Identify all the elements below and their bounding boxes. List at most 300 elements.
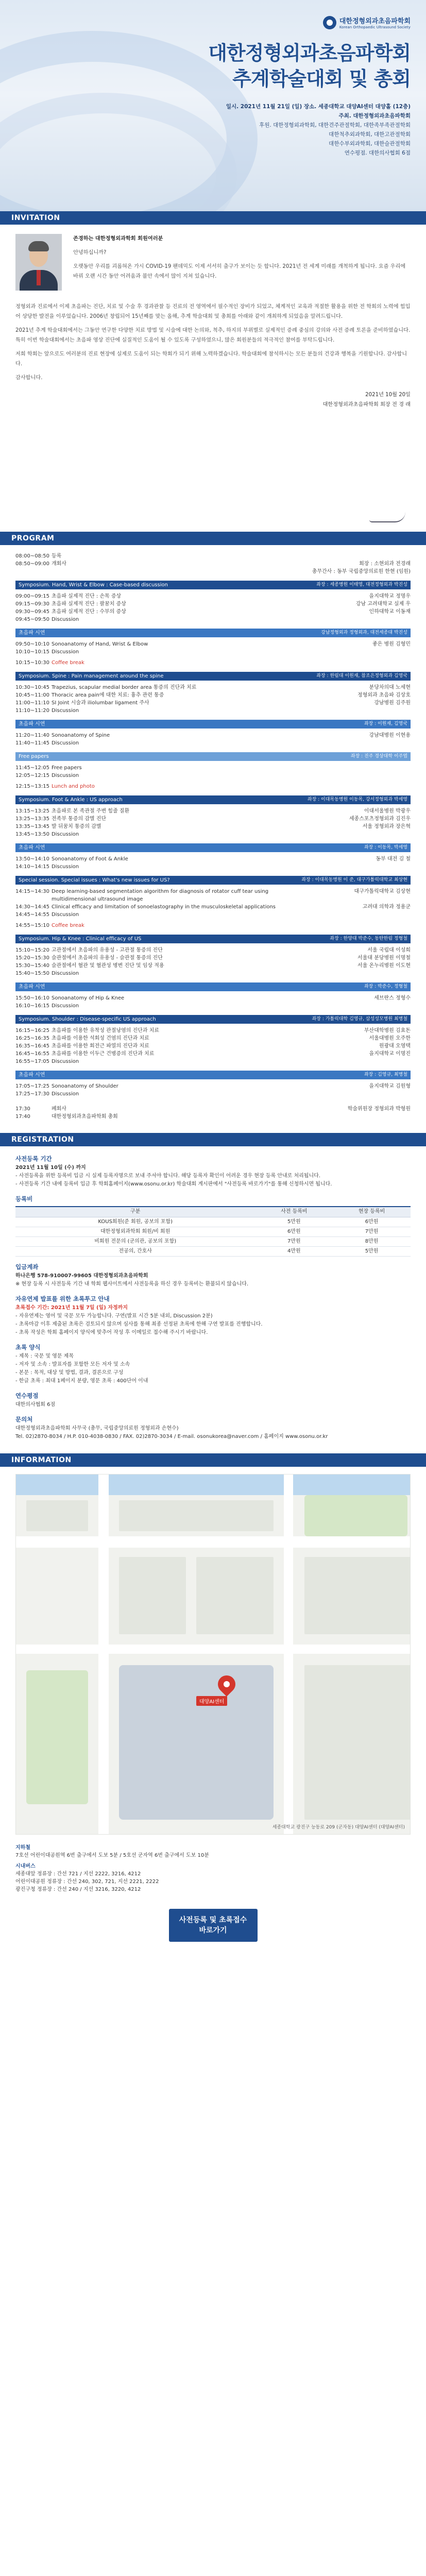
program-time: 14:45~14:55 xyxy=(15,912,50,918)
cta-line: 바로가기 xyxy=(199,1926,227,1935)
session-chair: 좌장 : 박준수, 정형철 xyxy=(364,984,407,989)
program-speaker: 서울 정형외과 장은혁 xyxy=(362,824,411,829)
program-topic: 전족부 통증의 감별 진단 xyxy=(52,816,107,822)
program-speaker: 대구가톨릭대학교 김상현 xyxy=(354,889,411,894)
program-time: 09:45~09:50 xyxy=(15,617,50,622)
program-topic: SI Joint 시술과 iliolumbar ligament 주사 xyxy=(52,700,149,706)
program-topic: Discussion xyxy=(52,971,79,976)
map-water xyxy=(16,1475,411,1495)
program-topic: 발 뒤꿈치 통증의 감별 xyxy=(52,824,101,829)
program-speaker xyxy=(292,648,411,656)
session-chair: 강남정형외과 정형외과, 대전세종대 박진성 xyxy=(321,630,407,635)
session-title: 초음파 시연 xyxy=(19,984,45,990)
program-time: 14:10~14:15 xyxy=(15,864,50,870)
bank-account: 하나은행 578-910007-99605 대한정형외과초음파학회 xyxy=(15,1273,148,1279)
program-topic: 폐회사 xyxy=(52,1106,66,1112)
program-row xyxy=(15,608,411,616)
contact-details: Tel. 02)2870-8034 / H.P. 010-4038-0830 / FAX. 02)2870-3034 / E-mail. osonukorea@naver.com / 홈페이지 www.osonu.or.kr xyxy=(15,1433,328,1439)
program-topic: 초음파를 이용한 유착성 관절낭염의 진단과 치료 xyxy=(52,1028,160,1033)
session-title: Symposium. Shoulder : Disease-specific US approach xyxy=(19,1016,156,1022)
program-time: 11:45~12:05 xyxy=(15,765,50,771)
map-park xyxy=(304,1495,407,1536)
abstract-note: - 자유연제는 영어 및 국문 모두 가능합니다. 구연(발표 시간 5분 내외, Discussion 2분) xyxy=(15,1313,213,1319)
program-speaker: 을지대학교 이명진 xyxy=(369,1051,411,1057)
subway-heading: 지하철 xyxy=(15,1844,30,1851)
break-label: Coffee break xyxy=(52,923,84,928)
program-speaker: 강남대병원 이현용 xyxy=(369,733,411,738)
program-closing xyxy=(15,1105,411,1121)
program-topic: 초음파를 이용한 이두근 건병증의 진단과 치료 xyxy=(52,1051,155,1057)
program-speaker: 총무간사 : 동부 국립중앙의료원 한현 (임원) xyxy=(312,569,411,574)
program-row xyxy=(15,640,411,648)
abstract-format-heading: 초록 양식 xyxy=(15,1343,41,1351)
abstract-note: - 초록 작성은 학회 홈페이지 양식에 맞추어 작성 후 이메일로 접수해 주시기 바랍니다. xyxy=(15,1329,208,1335)
program-topic: Deep learning-based segmentation algorithm for diagnosis of rotator cuff tear using multidimensional ultrasound image xyxy=(52,889,269,902)
program-speaker xyxy=(292,1113,411,1121)
program-speaker xyxy=(292,764,411,772)
account-heading: 입금계좌 xyxy=(15,1263,39,1270)
program-time: 14:30~14:45 xyxy=(15,904,50,910)
program-time: 15:40~15:50 xyxy=(15,971,50,976)
program-topic: 등록 xyxy=(52,553,62,559)
program-speaker: 인하대학교 이동재 xyxy=(369,609,411,615)
program-topic: 초음파 실제적 진단 : 손목 증상 xyxy=(52,594,122,599)
program-topic: Discussion xyxy=(52,773,79,778)
fee-cell: KOUS회원(준 회원, 공보의 포함) xyxy=(15,1217,255,1227)
program-speaker xyxy=(292,831,411,838)
session-title: 초음파 시연 xyxy=(19,845,45,851)
session-title: Symposium. Hand, Wrist & Elbow : Case-based discussion xyxy=(19,582,168,588)
session-chair: 좌장 : 김영규, 최병철 xyxy=(364,1072,407,1077)
program-time: 10:45~11:00 xyxy=(15,692,50,698)
session-chair: 좌장 : 이동목, 박세영 xyxy=(364,845,407,850)
program-time: 08:00~08:50 xyxy=(15,553,50,559)
abstract-format-item: - 제목 : 국문 및 영문 제목 xyxy=(15,1353,74,1359)
program-speaker: 을지대학교 정명우 xyxy=(369,594,411,599)
program-row xyxy=(15,855,411,863)
program-row xyxy=(15,1035,411,1042)
bus-route: 세종대앞 정류장 : 간선 721 / 지선 2222, 3216, 4212 xyxy=(15,1871,141,1877)
invitation-paragraph: 정형외과 진료에서 이제 초음파는 진단, 치료 및 수술 후 경과관찰 등 진료의 전 영역에서 필수적인 장비가 되었고, 체계적인 교육과 적절한 활용을 위한 전 학회의 노력에 힘입어 상당한 발전을 이루었습니다. 2006년 창립되어 15년째를 맞는 올해, 추계 학술대회 및 총회를 아래와 같이 개최하게 되었음을 알려드립니다. xyxy=(15,304,411,319)
fee-cell: 8만원 xyxy=(333,1236,411,1246)
bus-route: 광진구청 정류장 : 간선 240 / 지선 3216, 3220, 4212 xyxy=(15,1886,141,1892)
program-section xyxy=(0,545,426,1126)
map-road xyxy=(98,1475,109,1835)
program-opening xyxy=(15,552,411,575)
program-time: 09:50~10:10 xyxy=(15,641,50,647)
program-speaker xyxy=(292,616,411,623)
program-topic: Sonoanatomy of Shoulder xyxy=(52,1083,118,1089)
map-park xyxy=(26,1670,88,1804)
session-chair: 좌장 : 세종병원 이태영, 대전정형외과 박진성 xyxy=(316,582,407,587)
fee-column-header: 사전 등록비 xyxy=(255,1207,333,1217)
session-chair: 좌장 : 가톨릭대학 김영규, 삼성성모병원 최병철 xyxy=(312,1016,407,1022)
program-topic: Discussion xyxy=(52,832,79,837)
campus-map[interactable] xyxy=(15,1474,411,1835)
program-time: 16:45~16:55 xyxy=(15,1051,50,1057)
program-row xyxy=(15,684,411,691)
program-speaker: 고려대 의학과 정용군 xyxy=(362,904,411,910)
break-time: 10:15~10:30 xyxy=(15,660,50,666)
program-row xyxy=(15,1113,411,1121)
program-topic: Discussion xyxy=(52,864,79,870)
program-topic: Discussion xyxy=(52,912,79,918)
program-topic: Sonoanatomy of Spine xyxy=(52,733,110,738)
program-row xyxy=(15,970,411,977)
session-title: 초음파 시연 xyxy=(19,1072,45,1078)
program-time: 16:25~16:35 xyxy=(15,1036,50,1041)
program-speaker: 서울 국립대 이성희 xyxy=(367,947,411,953)
section-header-registration: REGISTRATION xyxy=(0,1133,426,1146)
program-topic: Sonoanatomy of Hand, Wrist & Elbow xyxy=(52,641,148,647)
fee-cell: 5만원 xyxy=(333,1246,411,1256)
program-speaker xyxy=(292,772,411,779)
program-time: 17:40 xyxy=(15,1114,30,1120)
session-chair: 좌장 : 이원재, 김영국 xyxy=(364,721,407,726)
fee-row xyxy=(15,1227,411,1236)
break-row xyxy=(15,922,411,929)
event-title-line1: 대한정형외과초음파학회 xyxy=(208,42,411,64)
invitation-paragraph: 오랫동안 우리를 괴롭혀온 가시 COVID-19 팬데믹도 이제 서서히 출구가 보이는 듯 합니다. 2021년 전 세계 미래를 개척하게 됩니다. 요즘 우리에 바꿔 오랜 시간 동안 어려움과 불안 속에서 많이 지쳐 있습니다. xyxy=(73,264,406,279)
invitation-signature-block xyxy=(15,390,411,410)
program-topic: 대한정형외과초음파학회 총회 xyxy=(52,1114,118,1120)
program-row xyxy=(15,1082,411,1090)
invitation-paragraph: 2021년 추계 학술대회에서는 그동안 연구한 다양한 치료 방법 및 시술에 대한 논의와, 척추, 하지의 부위별로 실제적인 증례 중심의 강의와 사전 증례 토론을 준비하였습니다. 특히 이번 학술대회에서는 초음파 영상 진단에 실질적인 도움이 될 수 있도록 구성하였으니, 많은 회원분들의 적극적인 참여를 부탁드립니다. xyxy=(15,328,411,343)
program-time: 16:15~16:25 xyxy=(15,1028,50,1033)
program-time: 08:50~09:00 xyxy=(15,561,50,567)
program-topic: 고관절에서 초음파의 유용성 - 고관절 통증의 진단 xyxy=(52,947,163,953)
program-time: 10:10~10:15 xyxy=(15,649,50,655)
program-topic: Discussion xyxy=(52,649,79,655)
invitation-signer: 대한정형외과초음파학회 회장 전 경 래 xyxy=(322,402,411,408)
map-caption: 세종대학교 광진구 능동로 209 (군자동) 대양AI센터 (대양AI센터) xyxy=(272,1824,405,1830)
program-row xyxy=(15,903,411,911)
pre-registration-period: 2021년 11월 10일 (수) 까지 xyxy=(15,1165,86,1171)
program-speaker: 강남병원 김주원 xyxy=(374,700,411,706)
pre-registration-note: - 사전등록을 위한 등록비 입금 시 실제 등록자명으로 보내 주셔야 합니다. 해당 등록자 확인이 어려운 경우 현장 등록 안내로 처리됩니다. xyxy=(15,1173,321,1179)
abstract-format-item: - 본문 : 목적, 대상 및 방법, 결과, 결론으로 구성 xyxy=(15,1369,124,1376)
invitation-title: 존경하는 대한정형외과학회 회원여러분 xyxy=(73,236,163,242)
program-time: 17:30 xyxy=(15,1106,30,1112)
session-header xyxy=(15,843,411,852)
program-row xyxy=(15,911,411,919)
fee-cell: 7만원 xyxy=(333,1227,411,1236)
program-topic: Thoracic area pain에 대한 치료: 흉추 관련 통증 xyxy=(52,692,164,698)
section-header-information: INFORMATION xyxy=(0,1453,426,1467)
program-topic: Discussion xyxy=(52,740,79,746)
program-row xyxy=(15,560,411,568)
program-row xyxy=(15,552,411,560)
session-title: Free papers xyxy=(19,754,49,759)
session-chair: 좌장 : 한양대 박준수, 동탄한림 정형철 xyxy=(330,936,407,941)
break-label: Coffee break xyxy=(52,660,84,666)
break-row xyxy=(15,659,411,667)
map-road xyxy=(16,1645,411,1654)
information-section xyxy=(0,1467,426,1835)
event-sponsor-line: 후원. 대한정형외과학회, 대한견주관절학회, 대한족부족관절학회 xyxy=(259,122,411,128)
session-header xyxy=(15,752,411,761)
program-time: 15:30~15:40 xyxy=(15,963,50,969)
fee-cell: 비회원 전문의 (군의관, 공보의 포함) xyxy=(15,1236,255,1246)
program-speaker xyxy=(292,1058,411,1065)
program-row xyxy=(15,863,411,871)
transport-info xyxy=(0,1835,426,1893)
program-time: 16:10~16:15 xyxy=(15,1003,50,1009)
program-row xyxy=(15,739,411,747)
abstract-format-item: - 저자 및 소속 : 발표자를 포함한 모든 저자 및 소속 xyxy=(15,1361,130,1367)
map-road xyxy=(16,1536,411,1548)
program-time: 14:15~14:30 xyxy=(15,889,50,894)
subway-route: 7호선 어린이대공원역 6번 출구에서 도보 5분 / 5호선 군자역 6번 출구에서 도보 10분 xyxy=(15,1852,209,1858)
program-topic: 초음파 실제적 진단 : 팔꿈치 증상 xyxy=(52,601,126,607)
logo-mark-icon xyxy=(323,16,336,29)
credit-value: 대한의사협회 6점 xyxy=(15,1401,56,1408)
program-row xyxy=(15,699,411,707)
venue-map-label: 대양AI센터 xyxy=(196,1696,227,1706)
event-sponsor-line: 대한척추외과학회, 대한고관절학회 xyxy=(329,131,411,138)
invitation-section xyxy=(0,225,426,532)
fee-cell: 7만원 xyxy=(255,1236,333,1246)
program-row xyxy=(15,807,411,815)
session-header xyxy=(15,1015,411,1024)
program-row xyxy=(15,1002,411,1010)
session-chair: 좌장 : 이대목동병원 이동목, 강서정형외과 박세영 xyxy=(307,797,407,802)
fee-cell: 전공의, 간호사 xyxy=(15,1246,255,1256)
session-header xyxy=(15,935,411,943)
fee-cell: 대한정형외과학회 회원/비 회원 xyxy=(15,1227,255,1236)
session-title: 초음파 시연 xyxy=(19,721,45,727)
fee-cell: 6만원 xyxy=(333,1217,411,1227)
fee-column-header: 구분 xyxy=(15,1207,255,1217)
campus-buildings xyxy=(119,1665,274,1820)
program-speaker xyxy=(292,911,411,919)
section-header-program: PROGRAM xyxy=(0,532,426,545)
session-header xyxy=(15,720,411,728)
session-title: Symposium. Foot & Ankle : US approach xyxy=(19,797,123,803)
program-row xyxy=(15,707,411,715)
program-topic xyxy=(52,568,292,575)
program-topic: Sonoanatomy of Foot & Ankle xyxy=(52,856,128,862)
program-speaker: 학술위원장 정형외과 박형원 xyxy=(347,1106,411,1112)
program-row xyxy=(15,568,411,575)
program-speaker xyxy=(292,1090,411,1098)
program-time: 11:20~11:40 xyxy=(15,733,50,738)
program-row xyxy=(15,1090,411,1098)
break-time: 14:55~15:10 xyxy=(15,923,50,928)
section-header-invitation: INVITATION xyxy=(0,211,426,225)
program-time: 15:50~16:10 xyxy=(15,995,50,1001)
program-time: 09:15~09:30 xyxy=(15,601,50,607)
program-row xyxy=(15,815,411,823)
program-speaker: 동부 대전 김 철 xyxy=(376,856,411,862)
bus-heading: 시내버스 xyxy=(15,1863,36,1869)
program-topic: 슬관절에서 혈관 및 혈관성 병변 진단 및 임상 적용 xyxy=(52,963,164,969)
session-title: Symposium. Spine : Pain management around the spine xyxy=(19,673,164,679)
invitation-thanks: 감사합니다. xyxy=(15,375,43,381)
program-row xyxy=(15,732,411,739)
program-topic: 슬관절에서 초음파의 유용성 - 슬관절 통증의 진단 xyxy=(52,955,163,961)
program-topic: 초음파를 이용한 석회성 건염의 진단과 치료 xyxy=(52,1036,149,1041)
program-time: 11:40~11:45 xyxy=(15,740,50,746)
session-title: Special session. Special issues : What's new issues for US? xyxy=(19,877,170,883)
program-topic: 초음파 실제적 진단 : 수부의 증상 xyxy=(52,609,126,615)
program-time: 12:05~12:15 xyxy=(15,773,50,778)
program-row xyxy=(15,823,411,831)
program-time: 13:25~13:35 xyxy=(15,816,50,822)
break-label: Lunch and photo xyxy=(52,784,95,789)
program-time: 11:00~11:10 xyxy=(15,700,50,706)
map-block xyxy=(26,1500,88,1531)
program-time: 13:15~13:25 xyxy=(15,808,50,814)
program-row xyxy=(15,616,411,623)
contact-office: 대한정형외과초음파학회 사무국 (총무, 국립중앙의료원 정형외과 손현수) xyxy=(15,1425,179,1431)
society-logo[interactable] xyxy=(323,15,411,29)
session-chair: 좌장 : 이대목동병원 이 준, 대구가톨릭대학교 최상현 xyxy=(301,877,407,883)
program-topic: Free papers xyxy=(52,765,82,771)
program-row xyxy=(15,691,411,699)
program-time: 16:35~16:45 xyxy=(15,1043,50,1049)
program-time: 09:00~09:15 xyxy=(15,594,50,599)
program-speaker: 서울대 분당병원 이명철 xyxy=(357,955,411,961)
map-road xyxy=(284,1475,293,1835)
session-title: Symposium. Hip & Knee : Clinical efficacy of US xyxy=(19,936,142,942)
break-time: 12:15~13:15 xyxy=(15,784,50,789)
credit-heading: 연수평점 xyxy=(15,1392,39,1399)
program-time: 13:35~13:45 xyxy=(15,824,50,829)
program-row xyxy=(15,962,411,970)
fee-table xyxy=(15,1206,411,1257)
program-row xyxy=(15,994,411,1002)
map-block xyxy=(304,1665,411,1820)
program-speaker: 세브란스 정형수 xyxy=(374,995,411,1001)
program-speaker xyxy=(292,970,411,977)
event-title-line2: 추계학술대회 및 총회 xyxy=(232,67,411,90)
program-row xyxy=(15,946,411,954)
program-row xyxy=(15,648,411,656)
program-speaker: 이대서울병원 박광우 xyxy=(364,808,411,814)
program-time: 15:10~15:20 xyxy=(15,947,50,953)
program-speaker: 을지대학교 김원형 xyxy=(369,1083,411,1089)
program-topic: Trapezius, scapular medial border area 통증의 진단과 치료 xyxy=(52,685,197,690)
fee-row xyxy=(15,1246,411,1256)
program-time: 16:55~17:05 xyxy=(15,1059,50,1064)
pre-registration-heading: 사전등록 기간 xyxy=(15,1155,52,1162)
session-header xyxy=(15,795,411,804)
program-sessions xyxy=(15,581,411,1098)
fee-cell: 4만원 xyxy=(255,1246,333,1256)
program-row xyxy=(15,831,411,838)
session-header xyxy=(15,581,411,589)
program-topic: 개회사 xyxy=(52,561,66,567)
event-info xyxy=(226,102,411,158)
break-row xyxy=(15,783,411,790)
event-credit-line: 연수평점. 대한의사협회 6점 xyxy=(344,150,411,156)
program-speaker: 분당차의대 노세현 xyxy=(369,685,411,690)
fee-heading: 등록비 xyxy=(15,1195,33,1202)
program-speaker xyxy=(292,552,411,560)
session-header xyxy=(15,672,411,681)
map-block xyxy=(196,1557,274,1634)
program-row xyxy=(15,772,411,779)
hero-banner xyxy=(0,0,426,211)
program-time: 13:45~13:50 xyxy=(15,832,50,837)
program-speaker: 회장 : 소현외과 전경래 xyxy=(359,561,411,567)
event-sponsor-line: 대한수부외과학회, 대한슬관절학회 xyxy=(329,141,411,147)
program-time: 17:25~17:30 xyxy=(15,1091,50,1097)
pre-registration-note: - 사전등록 기간 내에 등록비 입금 후 학회홈페이지(www.osonu.or.kr) 학술대회 게시판에서 "사전등록 바로가기"를 통해 신청하시면 됩니다. xyxy=(15,1181,332,1187)
program-topic: Clinical efficacy and limitation of sonoelastography in the musculoskeletal applications xyxy=(52,904,276,910)
program-row xyxy=(15,1050,411,1058)
abstract-heading: 자유연제 발표를 위한 초록투고 안내 xyxy=(15,1295,110,1302)
program-row xyxy=(15,1058,411,1065)
program-row xyxy=(15,1042,411,1050)
abstract-format-item: - 한글 초록 : 최대 1페이지 분량, 영문 초록 : 400단어 이내 xyxy=(15,1378,148,1384)
program-row xyxy=(15,954,411,962)
program-speaker: 강남 고려대학교 실제 우 xyxy=(355,601,411,607)
program-speaker: 세종스포츠정형외과 김진우 xyxy=(349,816,411,822)
program-row xyxy=(15,1027,411,1035)
program-topic: Discussion xyxy=(52,1003,79,1009)
logo-name-en: Korean Orthopaedic Ultrasound Society xyxy=(339,25,411,29)
program-speaker: 서울대병원 오주한 xyxy=(369,1036,411,1041)
program-topic: 초음파로 본 족관절 주변 힘줄 질환 xyxy=(52,808,130,814)
account-note: ※ 현장 등록 시 사전등록 기간 내 학회 웹사이트에서 사전등록을 하신 경우 등록비는 환불되지 않습니다. xyxy=(15,1281,249,1287)
session-header xyxy=(15,982,411,991)
map-block xyxy=(119,1500,274,1531)
invitation-greeting: 안녕하십니까? xyxy=(73,250,107,256)
program-topic: Discussion xyxy=(52,617,79,622)
program-speaker: 부산대학병원 김효돈 xyxy=(364,1028,411,1033)
pre-registration-button[interactable] xyxy=(169,1909,258,1942)
contact-heading: 문의처 xyxy=(15,1415,33,1423)
event-date-place: 일시. 2021년 11월 21일 (일) 장소. 세종대학교 대양AI센터 대양홀 (12층) xyxy=(226,104,411,110)
program-speaker xyxy=(292,739,411,747)
session-chair: 좌장 : 한림대 이원재, 참조은정형외과 김영국 xyxy=(316,673,407,679)
program-topic: Discussion xyxy=(52,1091,79,1097)
program-row xyxy=(15,592,411,600)
program-speaker: 원광대 오영택 xyxy=(379,1043,411,1049)
cta-line: 사전등록 및 초록접수 xyxy=(179,1916,247,1924)
program-time: 09:30~09:45 xyxy=(15,609,50,615)
program-speaker xyxy=(292,707,411,715)
session-header xyxy=(15,629,411,637)
session-chair: 좌장 : 진주 경상대학 이주엽 xyxy=(350,754,407,759)
program-row xyxy=(15,600,411,608)
program-time: 13:50~14:10 xyxy=(15,856,50,862)
program-topic: Discussion xyxy=(52,708,79,714)
registration-section xyxy=(0,1146,426,1446)
session-title: 초음파 시연 xyxy=(19,630,45,636)
event-host: 주최. 대한정형외과초음파학회 xyxy=(338,113,411,119)
program-speaker xyxy=(292,863,411,871)
program-topic: Sonoanatomy of Hip & Knee xyxy=(52,995,125,1001)
fee-row xyxy=(15,1236,411,1246)
session-header xyxy=(15,1071,411,1079)
cta-wrapper xyxy=(0,1893,426,1942)
invitation-date: 2021년 10월 20일 xyxy=(365,392,411,398)
fee-row xyxy=(15,1217,411,1227)
fee-column-header: 현장 등록비 xyxy=(333,1207,411,1217)
map-block xyxy=(119,1557,186,1634)
abstract-note: - 초록마감 이후 제출된 초록은 검토되지 않으며 심사를 통해 최종 선정된 초록에 한해 구연 발표를 진행합니다. xyxy=(15,1321,263,1327)
abstract-period: 초록접수 기간: 2021년 11월 7일 (일) 자정까지 xyxy=(15,1304,128,1311)
bus-route: 어린이대공원 정류장 : 간선 240, 302, 721, 지선 2221, 2222 xyxy=(15,1878,159,1885)
program-topic: 초음파를 이용한 회전근 파열의 진단과 치료 xyxy=(52,1043,149,1049)
program-time: 11:10~11:20 xyxy=(15,708,50,714)
program-speaker: 좋은 병원 김형민 xyxy=(372,641,411,647)
map-block xyxy=(304,1557,411,1634)
event-title xyxy=(208,40,411,92)
